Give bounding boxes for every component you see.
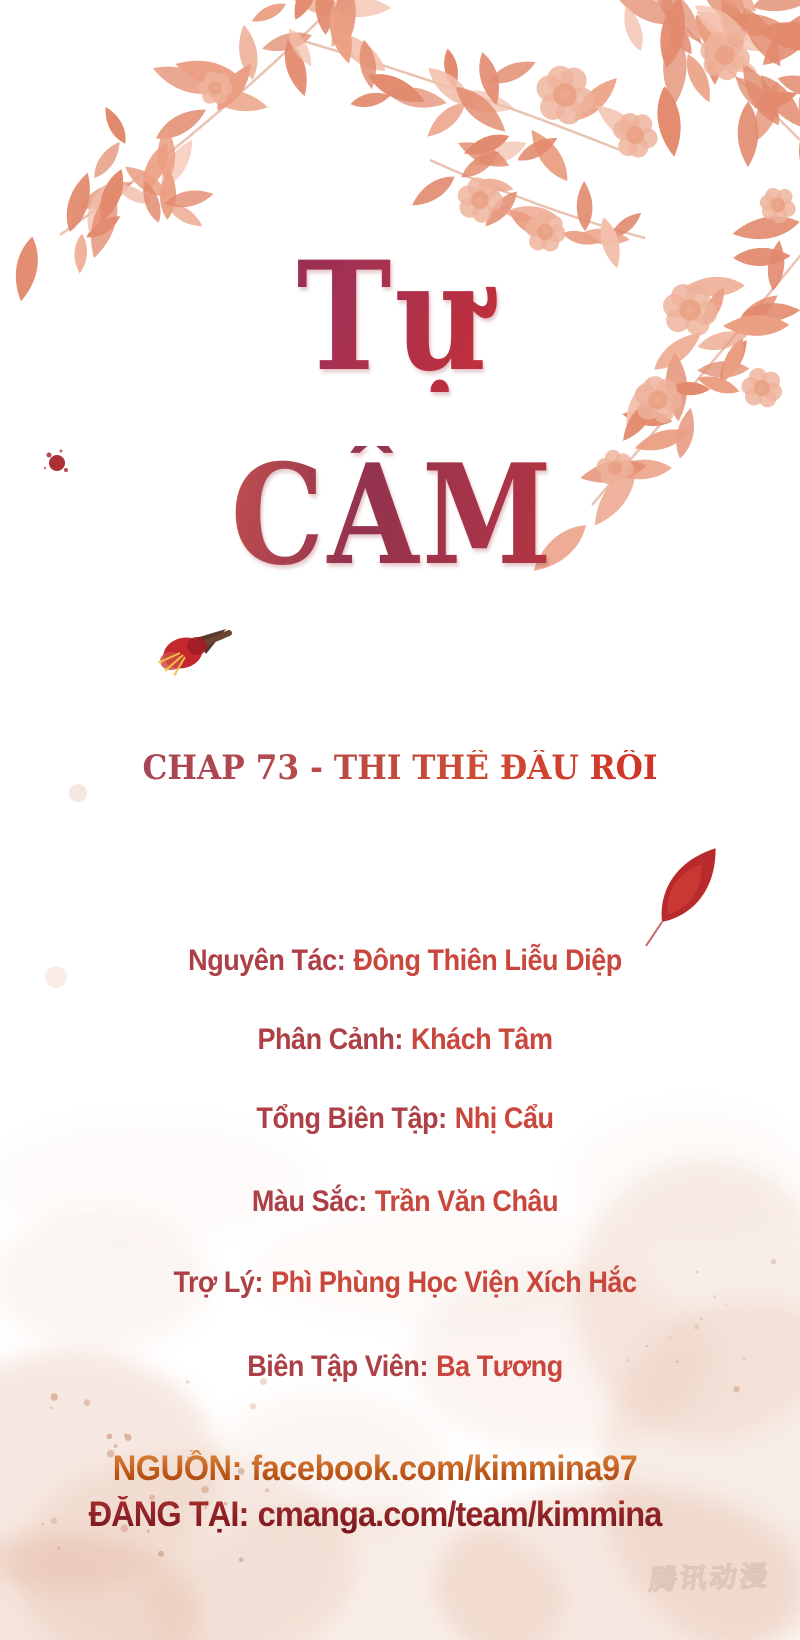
credit-value: Phì Phùng Học Viện Xích Hắc [271, 1266, 637, 1299]
series-title-line2: CẨM [53, 446, 733, 584]
publish-url: cmanga.com/team/kimmina [257, 1495, 662, 1534]
credit-line-assistant [45, 1266, 765, 1299]
credit-line-chief-editor [45, 1102, 765, 1135]
source-line [3, 1450, 747, 1489]
credit-value: Đông Thiên Liễu Diệp [353, 944, 622, 977]
credit-label: Màu Sắc: [251, 1185, 367, 1218]
credit-line-storyboard [45, 1023, 765, 1056]
credit-value: Ba Tương [436, 1350, 563, 1383]
publish-line [3, 1496, 747, 1535]
source-label: NGUỒN: [112, 1449, 242, 1488]
credit-value: Khách Tâm [411, 1023, 553, 1056]
credit-label: Trợ Lý: [173, 1266, 264, 1299]
credit-value: Nhị Cẩu [454, 1102, 554, 1135]
credit-line-colorist [45, 1185, 765, 1218]
credit-line-editor [45, 1350, 765, 1383]
series-title-line1: Tự [53, 242, 733, 392]
credit-value: Trần Văn Châu [374, 1185, 559, 1218]
publish-label: ĐĂNG TẠI: [88, 1495, 249, 1534]
credit-line-original-author [45, 944, 765, 977]
credit-label: Biên Tập Viên: [247, 1350, 428, 1383]
source-url: facebook.com/kimmina97 [251, 1449, 638, 1488]
chapter-heading: CHAP 73 - THI THỂ ĐÂU RỒI [32, 750, 768, 787]
credit-label: Nguyên Tác: [188, 944, 346, 977]
credit-label: Tổng Biên Tập: [256, 1102, 447, 1135]
tencent-comics-watermark: 腾讯动漫 [647, 1560, 772, 1596]
credit-label: Phân Cảnh: [257, 1023, 403, 1056]
